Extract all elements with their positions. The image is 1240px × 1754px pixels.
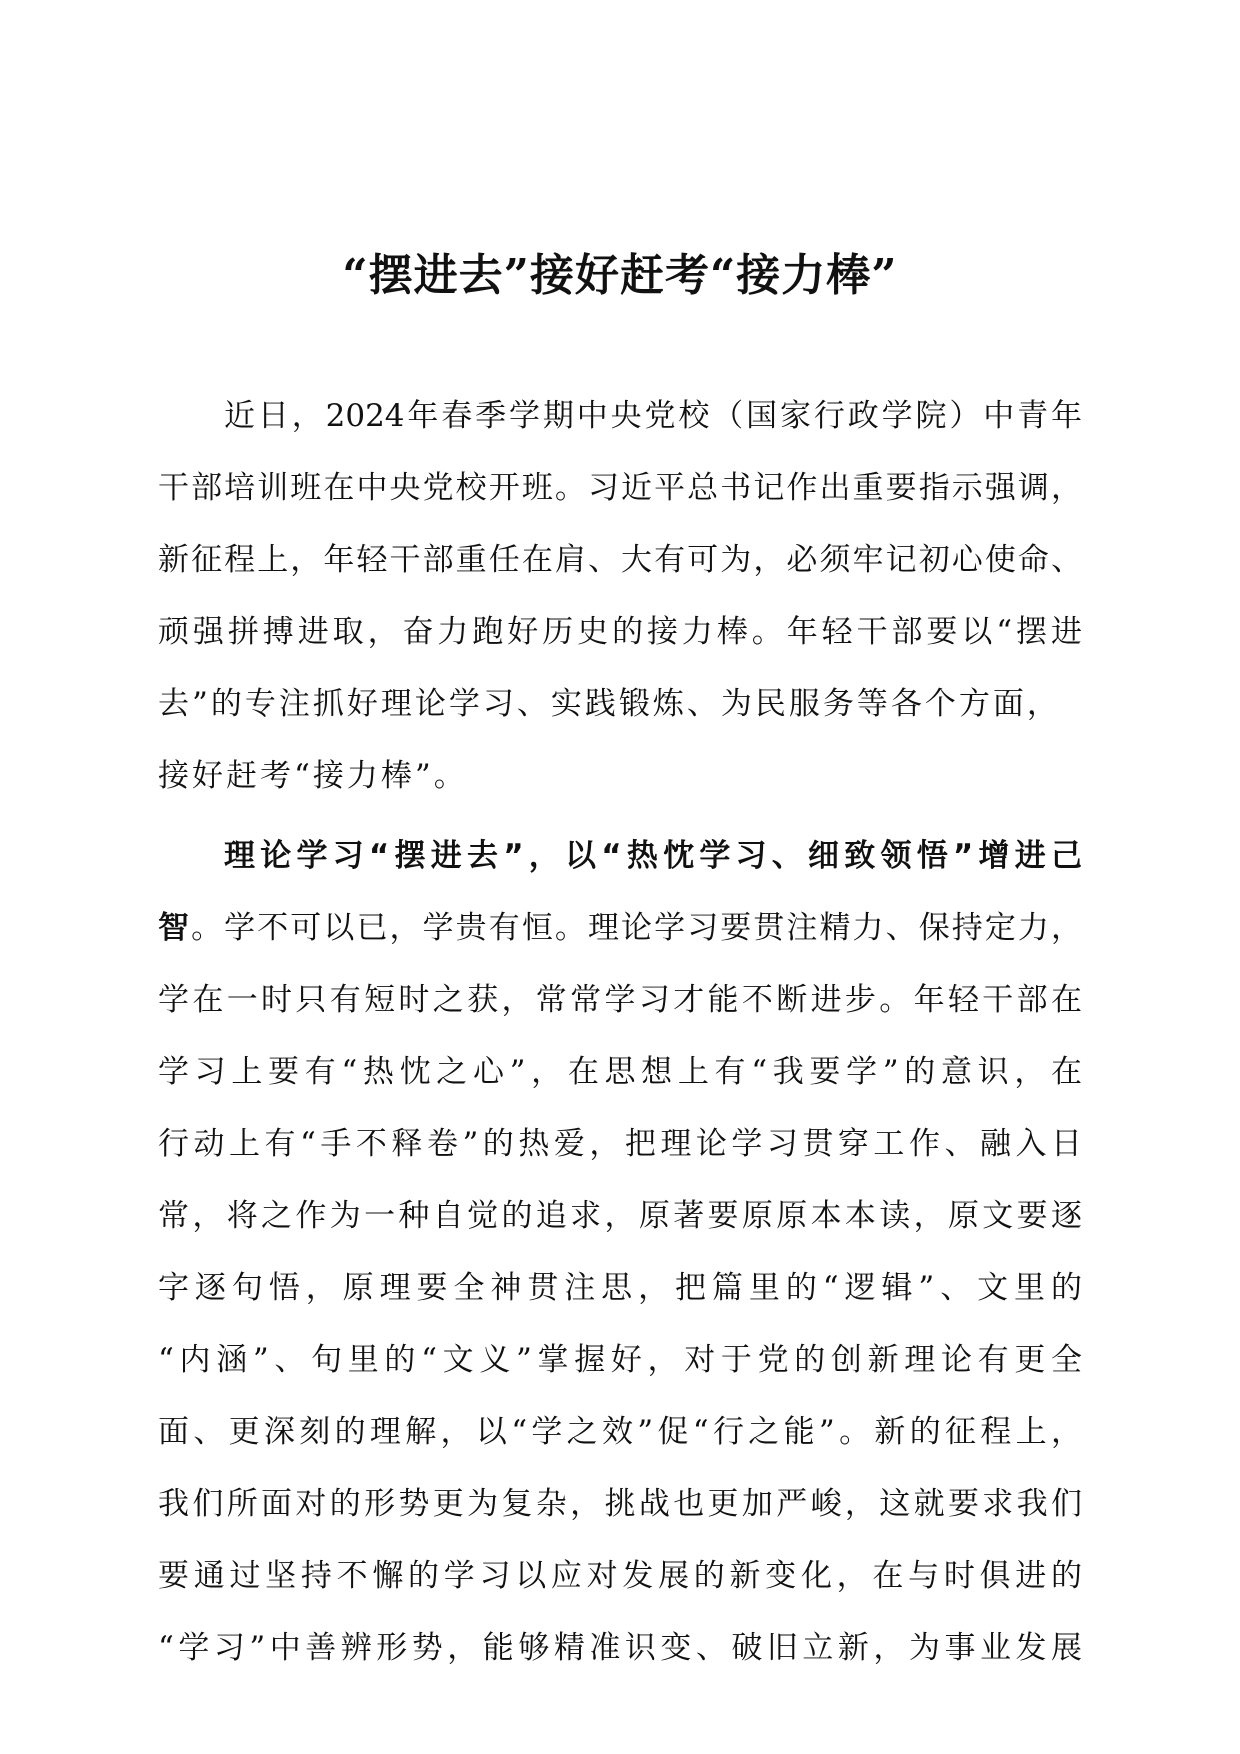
paragraph-line: “学习”中善辨形势，能够精准识变、破旧立新，为事业发展 — [158, 1630, 1082, 1666]
paragraph-line: 干部培训班在中央党校开班。习近平总书记作出重要指示强调， — [158, 470, 1082, 506]
document-body — [158, 380, 1082, 1684]
paragraph-text: 。学不可以已，学贵有恒。理论学习要贯注精力、保持定力， — [191, 910, 1083, 946]
paragraph-line: “内涵”、句里的“文义”掌握好，对于党的创新理论有更全 — [158, 1342, 1082, 1378]
paragraph-line: 行动上有“手不释卷”的热爱，把理论学习贯穿工作、融入日 — [158, 1126, 1082, 1162]
paragraph-line: 要通过坚持不懈的学习以应对发展的新变化，在与时俱进的 — [158, 1558, 1082, 1594]
paragraph-line: 学在一时只有短时之获，常常学习才能不断进步。年轻干部在 — [158, 982, 1082, 1018]
paragraph-line: 我们所面对的形势更为复杂，挑战也更加严峻，这就要求我们 — [158, 1486, 1082, 1522]
paragraph-line: 常，将之作为一种自觉的追求，原著要原原本本读，原文要逐 — [158, 1198, 1082, 1234]
paragraph-line: 字逐句悟，原理要全神贯注思，把篇里的“逻辑”、文里的 — [158, 1270, 1082, 1306]
paragraph-theory-study — [158, 820, 1082, 1684]
paragraph-line: 顽强拼搏进取，奋力跑好历史的接力棒。年轻干部要以“摆进 — [158, 614, 1082, 650]
paragraph-line: 去”的专注抓好理论学习、实践锻炼、为民服务等各个方面， — [158, 686, 1061, 722]
paragraph-line: 新征程上，年轻干部重任在肩、大有可为，必须牢记初心使命、 — [158, 542, 1082, 578]
section-heading-end: 智 — [158, 910, 192, 946]
document-title: “摆进去”接好赶考“接力棒” — [342, 250, 898, 301]
paragraph-line: 接好赶考“接力棒”。 — [158, 758, 468, 794]
paragraph-line — [158, 892, 1082, 964]
section-heading-line: 理论学习“摆进去”，以“热忱学习、细致领悟”增进己 — [224, 838, 1082, 874]
paragraph-line: 学习上要有“热忱之心”，在思想上有“我要学”的意识，在 — [158, 1054, 1082, 1090]
paragraph-intro — [158, 380, 1082, 812]
paragraph-line: 面、更深刻的理解，以“学之效”促“行之能”。新的征程上， — [158, 1414, 1082, 1450]
paragraph-line: 近日，2024年春季学期中央党校（国家行政学院）中青年 — [224, 398, 1082, 434]
